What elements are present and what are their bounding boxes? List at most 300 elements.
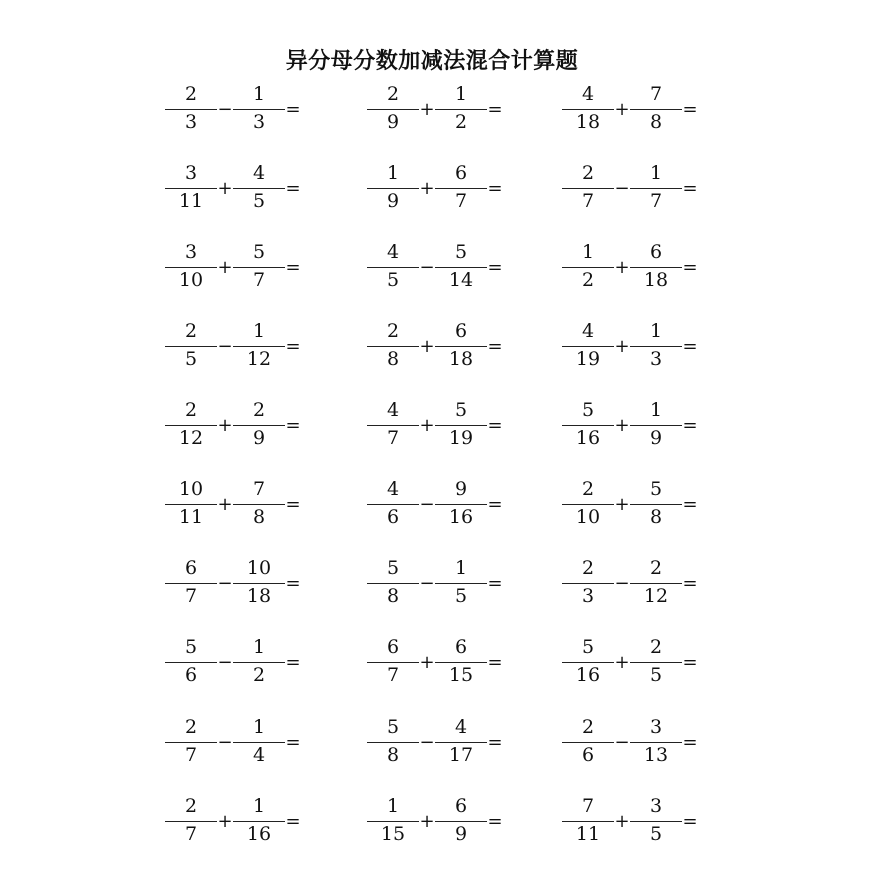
fraction-bar xyxy=(233,504,285,505)
equals-sign: = xyxy=(682,493,698,515)
operator: − xyxy=(419,731,435,753)
denominator: 7 xyxy=(252,269,266,291)
fraction-bar xyxy=(233,662,285,663)
problem-item xyxy=(367,554,503,610)
problem-item xyxy=(165,238,301,294)
fraction-bar xyxy=(630,504,682,505)
denominator: 8 xyxy=(386,348,400,370)
fraction-bar xyxy=(630,188,682,189)
denominator: 9 xyxy=(252,427,266,449)
fraction-left xyxy=(562,80,614,136)
fraction-left xyxy=(367,80,419,136)
problem-item xyxy=(562,713,698,769)
operator: + xyxy=(217,493,233,515)
fraction-right xyxy=(435,396,487,452)
fraction-left xyxy=(367,792,419,848)
numerator: 2 xyxy=(581,716,595,738)
fraction-left xyxy=(562,554,614,610)
fraction-left xyxy=(367,238,419,294)
problem-item xyxy=(367,475,503,531)
numerator: 5 xyxy=(454,399,468,421)
denominator: 7 xyxy=(184,744,198,766)
fraction-bar xyxy=(435,821,487,822)
numerator: 2 xyxy=(649,636,663,658)
denominator: 18 xyxy=(575,111,601,133)
fraction-right xyxy=(435,159,487,215)
problem-item xyxy=(562,475,698,531)
equals-sign: = xyxy=(487,651,503,673)
fraction-bar xyxy=(630,583,682,584)
equals-sign: = xyxy=(285,98,301,120)
equals-sign: = xyxy=(285,414,301,436)
denominator: 7 xyxy=(649,190,663,212)
fraction-left xyxy=(562,396,614,452)
problem-item xyxy=(562,633,698,689)
problem-item xyxy=(165,475,301,531)
fraction-bar xyxy=(367,346,419,347)
denominator: 18 xyxy=(643,269,669,291)
denominator: 15 xyxy=(448,664,474,686)
numerator: 1 xyxy=(386,795,400,817)
numerator: 3 xyxy=(184,241,198,263)
denominator: 5 xyxy=(184,348,198,370)
fraction-bar xyxy=(435,583,487,584)
problem-item xyxy=(165,633,301,689)
fraction-bar xyxy=(435,188,487,189)
numerator: 2 xyxy=(252,399,266,421)
numerator: 10 xyxy=(246,557,272,579)
numerator: 4 xyxy=(454,716,468,738)
fraction-right xyxy=(435,80,487,136)
fraction-bar xyxy=(165,109,217,110)
fraction-bar xyxy=(562,742,614,743)
fraction-left xyxy=(165,792,217,848)
denominator: 18 xyxy=(448,348,474,370)
numerator: 1 xyxy=(454,83,468,105)
problem-item xyxy=(367,713,503,769)
denominator: 11 xyxy=(178,190,204,212)
denominator: 9 xyxy=(386,190,400,212)
equals-sign: = xyxy=(285,493,301,515)
problem-item xyxy=(165,396,301,452)
fraction-right xyxy=(435,238,487,294)
denominator: 12 xyxy=(246,348,272,370)
numerator: 2 xyxy=(184,716,198,738)
equals-sign: = xyxy=(487,414,503,436)
numerator: 1 xyxy=(252,716,266,738)
equals-sign: = xyxy=(682,98,698,120)
fraction-bar xyxy=(562,662,614,663)
denominator: 7 xyxy=(454,190,468,212)
equals-sign: = xyxy=(285,177,301,199)
problem-grid xyxy=(0,80,875,860)
fraction-left xyxy=(165,159,217,215)
problem-item xyxy=(367,80,503,136)
problem-item xyxy=(165,80,301,136)
fraction-left xyxy=(165,80,217,136)
operator: − xyxy=(217,335,233,357)
denominator: 8 xyxy=(649,111,663,133)
operator: − xyxy=(614,731,630,753)
denominator: 9 xyxy=(454,823,468,845)
numerator: 2 xyxy=(581,478,595,500)
denominator: 5 xyxy=(386,269,400,291)
denominator: 16 xyxy=(448,506,474,528)
fraction-right xyxy=(435,792,487,848)
problem-item xyxy=(562,396,698,452)
equals-sign: = xyxy=(487,256,503,278)
fraction-bar xyxy=(562,109,614,110)
numerator: 5 xyxy=(649,478,663,500)
operator: + xyxy=(419,98,435,120)
equals-sign: = xyxy=(682,651,698,673)
denominator: 18 xyxy=(246,585,272,607)
numerator: 1 xyxy=(454,557,468,579)
fraction-bar xyxy=(562,267,614,268)
fraction-bar xyxy=(630,267,682,268)
fraction-right xyxy=(233,792,285,848)
fraction-left xyxy=(562,633,614,689)
denominator: 7 xyxy=(581,190,595,212)
fraction-right xyxy=(630,80,682,136)
fraction-bar xyxy=(165,267,217,268)
fraction-bar xyxy=(435,742,487,743)
numerator: 2 xyxy=(184,83,198,105)
fraction-left xyxy=(562,792,614,848)
numerator: 2 xyxy=(649,557,663,579)
fraction-bar xyxy=(435,346,487,347)
problem-item xyxy=(367,396,503,452)
operator: − xyxy=(419,572,435,594)
denominator: 2 xyxy=(252,664,266,686)
problem-item xyxy=(562,317,698,373)
fraction-bar xyxy=(435,425,487,426)
denominator: 2 xyxy=(581,269,595,291)
fraction-right xyxy=(233,80,285,136)
numerator: 5 xyxy=(581,399,595,421)
denominator: 2 xyxy=(454,111,468,133)
fraction-right xyxy=(233,713,285,769)
numerator: 5 xyxy=(386,716,400,738)
fraction-right xyxy=(233,633,285,689)
operator: + xyxy=(419,414,435,436)
fraction-bar xyxy=(435,662,487,663)
fraction-left xyxy=(165,554,217,610)
equals-sign: = xyxy=(487,493,503,515)
denominator: 6 xyxy=(386,506,400,528)
fraction-bar xyxy=(435,109,487,110)
equals-sign: = xyxy=(487,731,503,753)
numerator: 4 xyxy=(581,320,595,342)
fraction-left xyxy=(367,713,419,769)
fraction-left xyxy=(367,396,419,452)
numerator: 9 xyxy=(454,478,468,500)
denominator: 10 xyxy=(178,269,204,291)
equals-sign: = xyxy=(285,335,301,357)
fraction-left xyxy=(165,317,217,373)
fraction-right xyxy=(630,159,682,215)
numerator: 3 xyxy=(184,162,198,184)
equals-sign: = xyxy=(682,731,698,753)
fraction-bar xyxy=(233,821,285,822)
denominator: 7 xyxy=(184,823,198,845)
problem-item xyxy=(367,159,503,215)
denominator: 7 xyxy=(184,585,198,607)
denominator: 3 xyxy=(184,111,198,133)
numerator: 6 xyxy=(184,557,198,579)
fraction-right xyxy=(435,317,487,373)
fraction-bar xyxy=(435,504,487,505)
equals-sign: = xyxy=(285,731,301,753)
equals-sign: = xyxy=(487,572,503,594)
fraction-right xyxy=(630,317,682,373)
fraction-bar xyxy=(233,583,285,584)
numerator: 5 xyxy=(184,636,198,658)
fraction-right xyxy=(233,475,285,531)
numerator: 3 xyxy=(649,795,663,817)
operator: + xyxy=(614,98,630,120)
fraction-bar xyxy=(435,267,487,268)
fraction-bar xyxy=(367,267,419,268)
operator: + xyxy=(217,256,233,278)
operator: + xyxy=(614,810,630,832)
denominator: 15 xyxy=(380,823,406,845)
fraction-bar xyxy=(165,188,217,189)
operator: + xyxy=(614,414,630,436)
problem-item xyxy=(165,554,301,610)
fraction-bar xyxy=(367,821,419,822)
numerator: 4 xyxy=(386,399,400,421)
equals-sign: = xyxy=(682,256,698,278)
fraction-bar xyxy=(233,188,285,189)
operator: + xyxy=(614,256,630,278)
equals-sign: = xyxy=(487,335,503,357)
denominator: 10 xyxy=(575,506,601,528)
fraction-bar xyxy=(165,662,217,663)
problem-item xyxy=(562,80,698,136)
operator: − xyxy=(217,651,233,673)
operator: − xyxy=(419,493,435,515)
fraction-bar xyxy=(233,742,285,743)
operator: − xyxy=(419,256,435,278)
numerator: 4 xyxy=(581,83,595,105)
fraction-bar xyxy=(630,821,682,822)
numerator: 7 xyxy=(252,478,266,500)
operator: + xyxy=(217,177,233,199)
fraction-left xyxy=(562,238,614,294)
problem-item xyxy=(165,792,301,848)
denominator: 13 xyxy=(643,744,669,766)
fraction-bar xyxy=(165,583,217,584)
fraction-bar xyxy=(367,188,419,189)
numerator: 1 xyxy=(581,241,595,263)
numerator: 1 xyxy=(252,83,266,105)
equals-sign: = xyxy=(285,810,301,832)
operator: + xyxy=(419,651,435,673)
fraction-right xyxy=(630,554,682,610)
fraction-bar xyxy=(630,742,682,743)
problem-item xyxy=(367,792,503,848)
operator: + xyxy=(217,810,233,832)
denominator: 6 xyxy=(184,664,198,686)
fraction-bar xyxy=(630,425,682,426)
fraction-bar xyxy=(562,346,614,347)
equals-sign: = xyxy=(487,177,503,199)
denominator: 9 xyxy=(649,427,663,449)
equals-sign: = xyxy=(285,572,301,594)
fraction-right xyxy=(435,633,487,689)
fraction-right xyxy=(233,554,285,610)
problem-item xyxy=(562,554,698,610)
numerator: 1 xyxy=(386,162,400,184)
operator: + xyxy=(614,493,630,515)
fraction-left xyxy=(367,159,419,215)
denominator: 17 xyxy=(448,744,474,766)
fraction-left xyxy=(367,317,419,373)
fraction-right xyxy=(630,713,682,769)
denominator: 3 xyxy=(649,348,663,370)
operator: + xyxy=(419,177,435,199)
problem-item xyxy=(367,238,503,294)
fraction-bar xyxy=(367,583,419,584)
fraction-right xyxy=(435,554,487,610)
numerator: 6 xyxy=(454,162,468,184)
numerator: 2 xyxy=(184,399,198,421)
denominator: 7 xyxy=(386,664,400,686)
equals-sign: = xyxy=(682,414,698,436)
problem-item xyxy=(562,159,698,215)
fraction-bar xyxy=(165,346,217,347)
numerator: 2 xyxy=(386,320,400,342)
numerator: 6 xyxy=(454,795,468,817)
fraction-bar xyxy=(367,425,419,426)
equals-sign: = xyxy=(682,572,698,594)
numerator: 5 xyxy=(454,241,468,263)
operator: − xyxy=(614,572,630,594)
numerator: 1 xyxy=(649,162,663,184)
fraction-left xyxy=(367,475,419,531)
operator: + xyxy=(217,414,233,436)
denominator: 3 xyxy=(252,111,266,133)
numerator: 1 xyxy=(252,636,266,658)
problem-item xyxy=(367,633,503,689)
fraction-right xyxy=(233,396,285,452)
denominator: 11 xyxy=(575,823,601,845)
operator: + xyxy=(614,335,630,357)
fraction-bar xyxy=(630,109,682,110)
equals-sign: = xyxy=(285,651,301,673)
denominator: 5 xyxy=(649,664,663,686)
denominator: 8 xyxy=(252,506,266,528)
fraction-right xyxy=(630,633,682,689)
numerator: 6 xyxy=(386,636,400,658)
numerator: 2 xyxy=(581,557,595,579)
fraction-bar xyxy=(562,821,614,822)
numerator: 2 xyxy=(184,320,198,342)
fraction-bar xyxy=(165,742,217,743)
numerator: 2 xyxy=(184,795,198,817)
fraction-right xyxy=(233,238,285,294)
numerator: 6 xyxy=(454,320,468,342)
fraction-left xyxy=(367,633,419,689)
equals-sign: = xyxy=(682,335,698,357)
operator: − xyxy=(217,731,233,753)
fraction-left xyxy=(165,713,217,769)
problem-item xyxy=(165,317,301,373)
numerator: 4 xyxy=(252,162,266,184)
equals-sign: = xyxy=(682,810,698,832)
fraction-left xyxy=(165,238,217,294)
problem-item xyxy=(165,159,301,215)
operator: + xyxy=(419,335,435,357)
fraction-bar xyxy=(367,662,419,663)
operator: − xyxy=(217,98,233,120)
fraction-right xyxy=(630,238,682,294)
fraction-right xyxy=(435,713,487,769)
numerator: 2 xyxy=(386,83,400,105)
fraction-bar xyxy=(233,425,285,426)
fraction-right xyxy=(233,159,285,215)
operator: − xyxy=(217,572,233,594)
problem-item xyxy=(165,713,301,769)
fraction-right xyxy=(435,475,487,531)
problem-item xyxy=(562,238,698,294)
fraction-bar xyxy=(165,504,217,505)
equals-sign: = xyxy=(285,256,301,278)
fraction-bar xyxy=(165,425,217,426)
operator: + xyxy=(614,651,630,673)
denominator: 6 xyxy=(581,744,595,766)
fraction-bar xyxy=(233,346,285,347)
denominator: 12 xyxy=(643,585,669,607)
denominator: 16 xyxy=(575,427,601,449)
numerator: 5 xyxy=(581,636,595,658)
fraction-right xyxy=(630,792,682,848)
denominator: 3 xyxy=(581,585,595,607)
fraction-bar xyxy=(165,821,217,822)
denominator: 5 xyxy=(454,585,468,607)
fraction-bar xyxy=(630,346,682,347)
denominator: 12 xyxy=(178,427,204,449)
denominator: 5 xyxy=(252,190,266,212)
numerator: 7 xyxy=(649,83,663,105)
fraction-bar xyxy=(630,662,682,663)
denominator: 8 xyxy=(649,506,663,528)
numerator: 1 xyxy=(649,399,663,421)
fraction-left xyxy=(562,317,614,373)
fraction-bar xyxy=(367,504,419,505)
equals-sign: = xyxy=(682,177,698,199)
denominator: 9 xyxy=(386,111,400,133)
denominator: 16 xyxy=(575,664,601,686)
problem-item xyxy=(367,317,503,373)
operator: − xyxy=(614,177,630,199)
denominator: 7 xyxy=(386,427,400,449)
fraction-bar xyxy=(562,188,614,189)
denominator: 14 xyxy=(448,269,474,291)
denominator: 16 xyxy=(246,823,272,845)
numerator: 1 xyxy=(252,320,266,342)
fraction-left xyxy=(562,159,614,215)
numerator: 5 xyxy=(386,557,400,579)
numerator: 4 xyxy=(386,478,400,500)
numerator: 4 xyxy=(386,241,400,263)
fraction-left xyxy=(165,633,217,689)
fraction-left xyxy=(562,713,614,769)
numerator: 7 xyxy=(581,795,595,817)
equals-sign: = xyxy=(487,98,503,120)
numerator: 1 xyxy=(649,320,663,342)
